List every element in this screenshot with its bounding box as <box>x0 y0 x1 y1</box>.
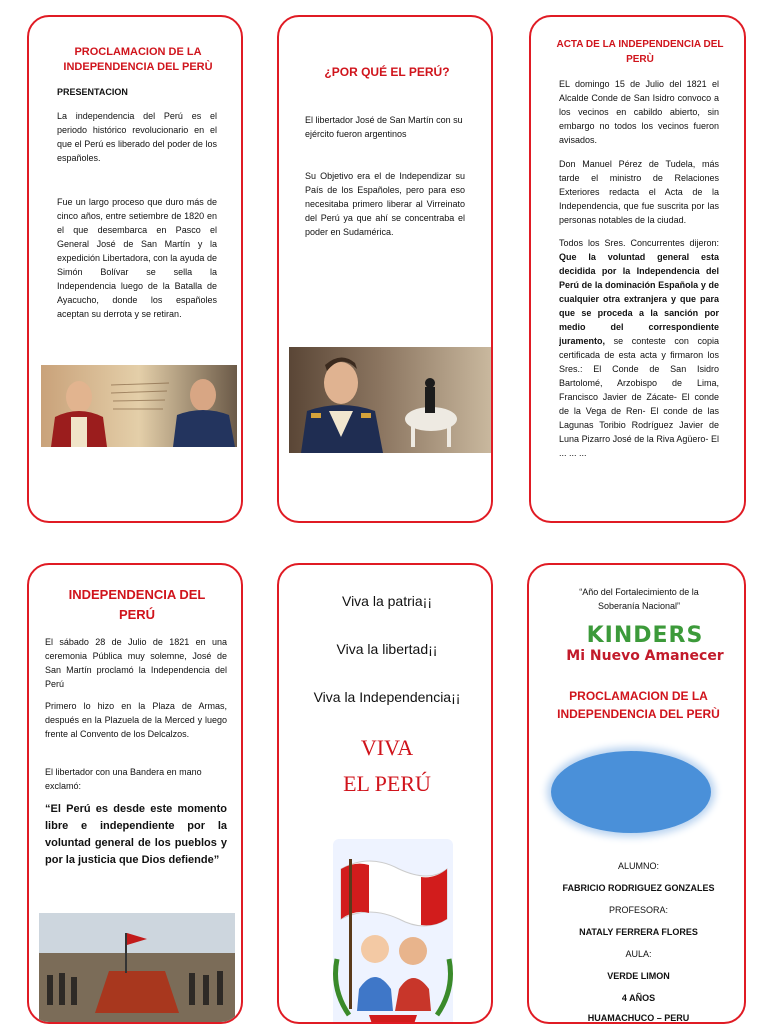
photo-placeholder-oval <box>551 751 711 833</box>
year-motto: “Año del Fortalecimiento de la Soberanía Nacional” <box>579 587 699 611</box>
panel-title: ¿POR QUÉ EL PERÚ? <box>324 65 450 79</box>
kinders-logo <box>547 623 743 677</box>
panel-viva <box>277 563 493 1024</box>
paragraph-intro: Todos los Sres. Concurrentes dijeron: <box>559 238 719 248</box>
paragraph: Primero lo hizo en la Plaza de Armas, después en la Plazuela de la Merced y luego frente al Convento de los Delcalzos. <box>45 701 227 739</box>
slogan-independencia: Viva la Independencia¡¡ <box>313 689 461 705</box>
acta-paragraph-clip <box>559 236 719 476</box>
section-heading: PRESENTACION <box>57 87 128 97</box>
teacher-name: NATALY FERRERA FLORES <box>579 927 698 937</box>
paragraph: Su Objetivo era el de Independizar su País de los Españoles, pero para eso necesitaba primero liberar al Virreinato del Perú ya que ahí se concentraba el poder en Sudamérica. <box>305 171 465 237</box>
logo-line-1: KINDERS <box>586 623 704 648</box>
historical-portraits-image <box>41 365 237 447</box>
paragraph: Fue un largo proceso que duro más de cinco años, entre setiembre de 1820 en el que desembarca en Pasco el General José de San Martín y la expedición Libertadora, con la ayuda de Simón Bolívar se sella la Independencia luego de la Batalla de Ayacucho, donde los españoles aceptan su derrota y se retiran. <box>57 197 217 319</box>
panel-acta <box>529 15 746 523</box>
paragraph: EL domingo 15 de Julio del 1821 el Alcalde Conde de San Isidro convoco a los vecinos en cabildo abierto, sin embargo no todos los vecinos fueron avisados. <box>559 79 719 145</box>
classroom-name: VERDE LIMON <box>607 971 670 981</box>
paragraph: Don Manuel Pérez de Tudela, más tarde el ministro de Relaciones Exteriores redacta el Acta de la Independencia, que fue suscrita por las personas notables de la ciudad. <box>559 159 719 225</box>
panel-cover <box>527 563 746 1024</box>
panel-title: ACTA DE LA INDEPENDENCIA DEL PERÙ <box>556 39 724 65</box>
panel-por-que <box>277 15 493 523</box>
panel-title: PROCLAMACION DE LA INDEPENDENCIA DEL PERÙ <box>63 46 213 73</box>
alumno-label: ALUMNO: <box>617 861 659 871</box>
paragraph-rest: se conteste con copia certificada de esta acta y firmaron los Sres.: El Conde de San Isidro Bartolomé, Arzobispo de Lima, Francisco Javier de Zácate- El conde de la Vega de Ren- El conde de las Lagunas Toribio Rodríguez Javier de Luna Pizarro José de la Riva Agüero- El ... ... ... <box>559 336 719 458</box>
student-name: FABRICIO RODRIGUEZ GONZALES <box>562 883 715 893</box>
age-group: 4 AÑOS <box>621 993 656 1003</box>
profesora-label: PROFESORA: <box>608 905 668 915</box>
proclamation-ceremony-image <box>39 913 235 1024</box>
paragraph: El sábado 28 de Julio de 1821 en una ceremonia Pública muy solemne, José de San Martín proclamó la Independencia del Perú <box>45 637 227 689</box>
san-martin-quote: “El Perú es desde este momento libre e independiente por la voluntad general de los pueblos y por la justicia que Dios defiende” <box>45 803 227 866</box>
peru-flag-children-illustration <box>329 839 457 1024</box>
el-peru-heading: EL PERÚ <box>343 771 431 796</box>
paragraph: La independencia del Perú es el periodo histórico revolucionario en el que el Perú es liberado del poder de los españoles. <box>57 111 217 163</box>
panel-independencia <box>27 563 243 1024</box>
aula-label: AULA: <box>625 949 652 959</box>
slogan-libertad: Viva la libertad¡¡ <box>336 641 438 657</box>
panel-title: INDEPENDENCIA DEL PERÚ <box>68 587 206 622</box>
san-martin-battle-image <box>289 347 491 453</box>
logo-line-2: Mi Nuevo Amanecer <box>566 648 724 664</box>
paragraph <box>559 236 719 460</box>
panel-presentacion <box>27 15 243 523</box>
cover-title: PROCLAMACION DE LA INDEPENDENCIA DEL PERÙ <box>557 689 720 721</box>
paragraph: El libertador José de San Martín con su ejército fueron argentinos <box>305 115 463 139</box>
paragraph-bold: Que la voluntad general esta decidida por la Independencia del Perú de la dominación Española y de cualquier otra extranjera y que para que se proceda a la sanción por medio del correspondiente juramento, <box>559 252 719 346</box>
viva-heading: VIVA <box>360 735 414 760</box>
slogan-patria: Viva la patria¡¡ <box>341 593 432 609</box>
paragraph: El libertador con una Bandera en mano exclamó: <box>45 767 202 791</box>
location: HUAMACHUCO – PERU <box>587 1013 690 1023</box>
